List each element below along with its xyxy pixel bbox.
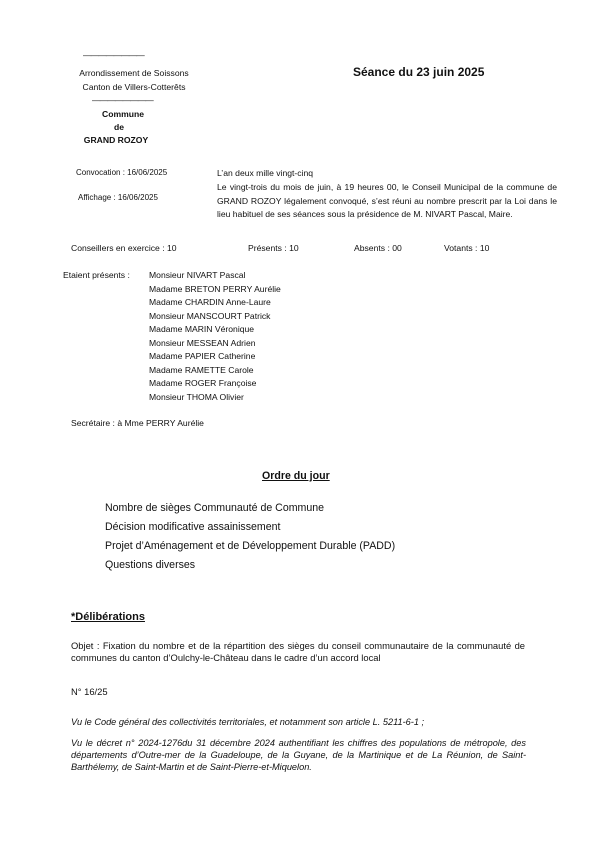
member-item: Monsieur THOMA Olivier [149, 391, 244, 402]
attendance-list [149, 270, 349, 410]
seance-title: Séance du 23 juin 2025 [353, 65, 485, 79]
member-item: Madame BRETON PERRY Aurélie [149, 283, 281, 294]
convocation-date: Convocation : 16/06/2025 [76, 168, 168, 177]
count-exercice: Conseillers en exercice : 10 [71, 243, 177, 253]
member-item: Madame CHARDIN Anne-Laure [149, 297, 271, 307]
member-item: Madame RAMETTE Carole [149, 364, 254, 375]
header-dash-top: ———————— [83, 50, 144, 60]
agenda-item: Nombre de sièges Communauté de Commune [105, 502, 325, 514]
deliberations-heading: *Délibérations [71, 611, 145, 623]
commune-label: Commune [101, 109, 145, 119]
canton-label: Canton de Villers-Cotterêts [82, 82, 186, 92]
agenda-title: Ordre du jour [262, 470, 330, 482]
agenda-item: Questions diverses [105, 559, 196, 571]
attendance-label: Etaient présents : [63, 270, 130, 280]
affichage-date: Affichage : 16/06/2025 [78, 193, 158, 202]
agenda-list [105, 502, 435, 582]
vu-decret: Vu le décret n° 2024-1276du 31 décembre 2024 authentifiant les chiffres des populations de métropole, des départements d’Outre-mer de la Guadeloupe, de la Guyane, de la Martinique et de La Réunion, de Saint-Barthélemy, de Saint-Martin et de Saint-Pierre-et-Miquelon. [71, 738, 526, 772]
member-item: Monsieur NIVART Pascal [149, 270, 246, 280]
agenda-item: Décision modificative assainissement [105, 521, 281, 533]
member-item: Madame MARIN Véronique [149, 324, 255, 334]
count-votants: Votants : 10 [444, 243, 490, 253]
commune-de: de [113, 122, 125, 132]
agenda-item: Projet d’Aménagement et de Développement Durable (PADD) [105, 540, 396, 552]
member-item: Madame PAPIER Catherine [149, 351, 256, 361]
count-absents: Absents : 00 [354, 243, 402, 253]
commune-name: GRAND ROZOY [83, 135, 149, 145]
deliberation-number: N° 16/25 [71, 686, 108, 697]
header-dash-mid: ———————— [92, 95, 153, 105]
member-item: Monsieur MANSCOURT Patrick [149, 310, 271, 321]
member-item: Madame ROGER Françoise [149, 378, 257, 388]
deliberation-objet: Objet : Fixation du nombre et de la répartition des sièges du conseil communautaire de la communauté de communes du canton d’Oulchy-le-Château dans le cadre d’un accord local [71, 640, 525, 663]
count-presents: Présents : 10 [248, 243, 299, 253]
preamble-paragraph: Le vingt-trois du mois de juin, à 19 heures 00, le Conseil Municipal de la commune de GRAND ROZOY légalement convoqué, s’est réuni au nombre prescrit par la Loi dans le lieu habituel de ses séances sous la présidence de M. NIVART Pascal, Maire. [217, 182, 557, 219]
vu-code-general: Vu le Code général des collectivités territoriales, et notamment son article L. 5211-6-1 ; [71, 717, 425, 727]
preamble-year: L’an deux mille vingt-cinq [217, 168, 314, 178]
arrondissement-label: Arrondissement de Soissons [79, 68, 189, 78]
secretary-line: Secrétaire : à Mme PERRY Aurélie [71, 418, 204, 428]
member-item: Monsieur MESSEAN Adrien [149, 337, 256, 348]
